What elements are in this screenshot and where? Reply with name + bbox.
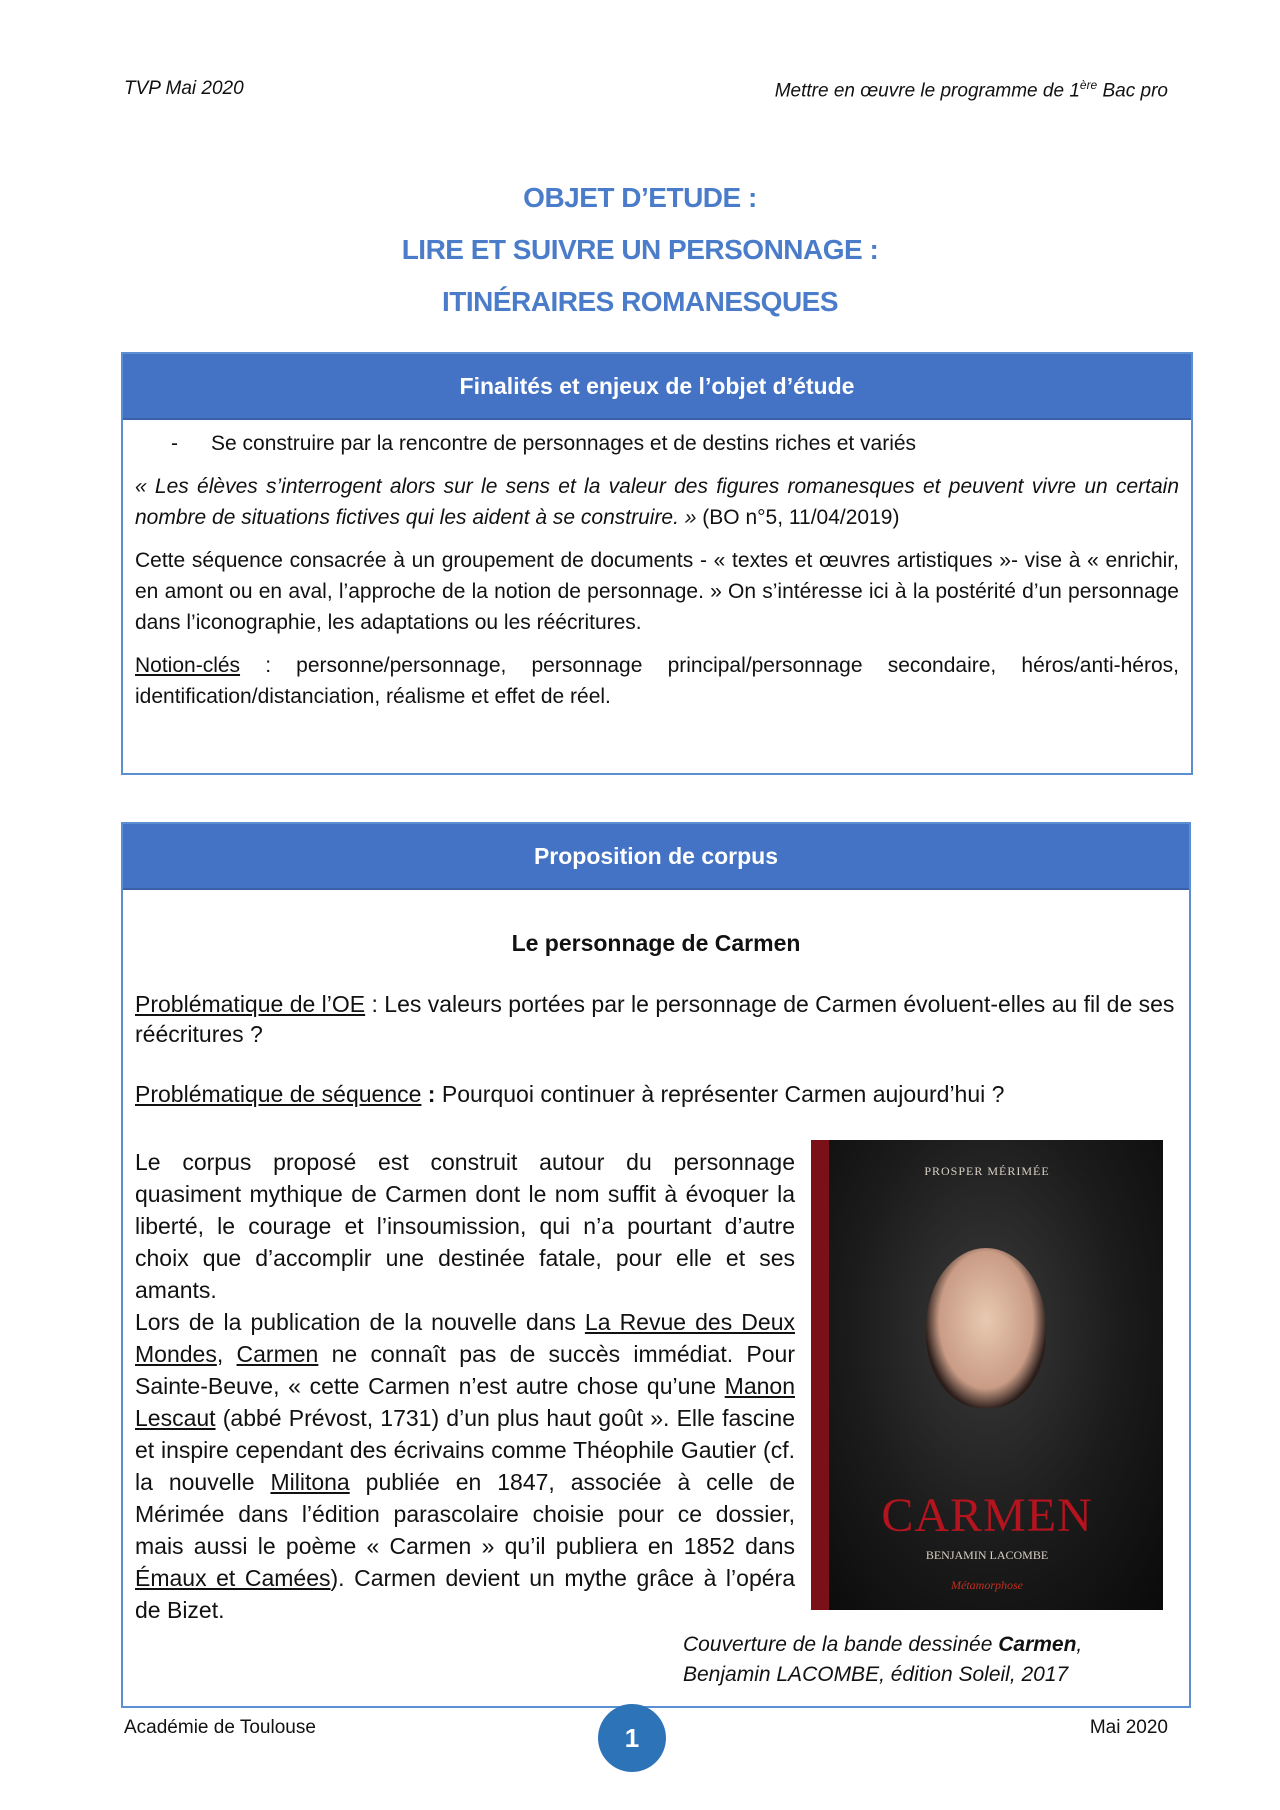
problematique-seq-label: Problématique de séquence — [135, 1081, 422, 1107]
text-run: ne connaît pas de succès immédiat. Pour Sainte-Beuve, « cette Carmen n’est autre chose qu’une — [135, 1341, 795, 1399]
text-run: publiée en 1847, associée à celle de Mérimée dans l’édition parascolaire choisie pour ce dossier, mais aussi le poème « Carmen » qu’il publiera en 1852 dans — [135, 1469, 795, 1559]
cover-title: CARMEN — [881, 1489, 1093, 1542]
finalites-box — [121, 352, 1193, 775]
problematique-oe-label: Problématique de l’OE — [135, 991, 366, 1017]
corpus-body — [123, 928, 1189, 1109]
caption-bold: Carmen — [998, 1633, 1077, 1656]
caption-line-2: Benjamin LACOMBE, édition Soleil, 2017 — [683, 1663, 1069, 1686]
problematique-seq-colon: : — [421, 1081, 436, 1107]
bo-quote-italic: « Les élèves s’interrogent alors sur le sens et la valeur des figures romanesques et peuvent vivre un certain nombre de situations fictives qui les aident à se construire. » — [135, 475, 1179, 529]
header-right-prefix: Mettre en œuvre le programme de 1 — [774, 80, 1080, 102]
finalites-heading: Finalités et enjeux de l’objet d’étude — [123, 354, 1191, 420]
finalites-bullet — [135, 428, 1179, 459]
corpus-description — [135, 1146, 795, 1626]
title-line-2: LIRE ET SUIVRE UN PERSONNAGE : — [401, 234, 879, 265]
bullet-dash: - — [171, 432, 178, 455]
bo-quote-ref: (BO n°5, 11/04/2019) — [696, 506, 900, 529]
caption-line-1 — [683, 1630, 1173, 1660]
document-titles — [0, 172, 1280, 328]
corpus-box — [121, 822, 1191, 1708]
text-run: , — [216, 1341, 237, 1367]
corpus-paragraph-2 — [135, 1306, 795, 1626]
text-run: ). Carmen devient un mythe grâce à l’opéra de Bizet. — [135, 1565, 795, 1623]
corpus-paragraph-1: Le corpus proposé est construit autour du personnage quasiment mythique de Carmen dont le nom suffit à évoquer la liberté, le courage et l’insoumission, qui n’a pourtant d’autre choix que d’accomplir une destinée fatale, pour elle et ses amants. — [135, 1149, 795, 1303]
footer-right: Mai 2020 — [1089, 1717, 1168, 1738]
caption-run: Couverture de la bande dessinée — [683, 1633, 999, 1656]
manon-lescaut: Manon Lescaut — [135, 1373, 795, 1431]
bo-quote — [135, 471, 1179, 533]
text-run: Lors de la publication de la nouvelle dans — [135, 1309, 585, 1335]
cover-portrait — [926, 1248, 1046, 1408]
revue-deux-mondes: La Revue des Deux Mondes — [135, 1309, 795, 1367]
footer-left: Académie de Toulouse — [124, 1717, 316, 1738]
carmen-work-title: Carmen — [236, 1341, 319, 1367]
cover-illustrator: BENJAMIN LACOMBE — [925, 1548, 1049, 1562]
header-right-sup: ère — [1079, 78, 1098, 92]
corpus-subtitle: Le personnage de Carmen — [511, 930, 801, 956]
cover-publisher: Métamorphose — [951, 1578, 1023, 1592]
page-number-badge: 1 — [598, 1704, 666, 1772]
problematique-sequence — [135, 1079, 1177, 1109]
cover-author: PROSPER MÉRIMÉE — [924, 1164, 1050, 1178]
cover-caption — [683, 1630, 1173, 1690]
sequence-paragraph: Cette séquence consacrée à un groupement de documents - « textes et œuvres artistiques »- vise à « enrichir, en amont ou en aval, l’approche de la notion de personnage. » On s’intéresse ici à la postérité d’un personnage dans l’iconographie, les adaptations ou les réécritures. — [135, 549, 1179, 634]
finalites-body — [123, 428, 1191, 712]
header-left: TVP Mai 2020 — [124, 78, 244, 99]
carmen-cover-image — [811, 1140, 1163, 1610]
corpus-heading: Proposition de corpus — [123, 824, 1189, 890]
header-right — [775, 78, 1168, 102]
notions-paragraph — [135, 650, 1179, 712]
text-run: (abbé Prévost, 1731) d’un plus haut goût ». Elle fascine et inspire cependant des écrivains comme Théophile Gautier (cf. la nouvelle — [135, 1405, 795, 1495]
militona: Militona — [270, 1469, 350, 1495]
bullet-text: Se construire par la rencontre de personnages et de destins riches et variés — [211, 432, 917, 455]
title-line-1: OBJET D’ETUDE : — [523, 182, 757, 213]
problematique-oe — [135, 989, 1177, 1049]
caption-run: , — [1076, 1633, 1083, 1656]
problematique-seq-text: Pourquoi continuer à représenter Carmen aujourd’hui ? — [435, 1081, 1005, 1107]
header-right-suffix: Bac pro — [1097, 80, 1168, 102]
notions-text: : personne/personnage, personnage principal/personnage secondaire, héros/anti-héros, identification/distanciation, réalisme et effet de réel. — [135, 654, 1179, 708]
problematique-oe-text: : Les valeurs portées par le personnage de Carmen évoluent-elles au fil de ses réécritures ? — [135, 991, 1175, 1047]
title-line-3: ITINÉRAIRES ROMANESQUES — [441, 286, 839, 317]
notions-label: Notion-clés — [135, 654, 241, 677]
emaux-et-camees: Émaux et Camées — [135, 1565, 331, 1591]
